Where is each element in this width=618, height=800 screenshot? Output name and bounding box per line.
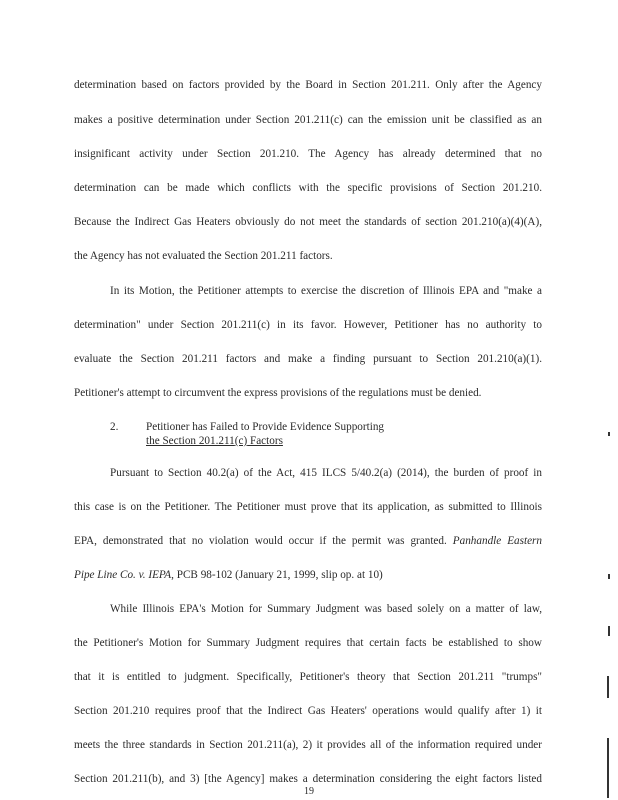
page-number: 19 xyxy=(304,786,314,797)
citation-case-name-part2: Pipe Line Co. v. IEPA xyxy=(74,569,172,581)
paragraph-4-line-3: that it is entitled to judgment. Specifically, Petitioner's theory that Section 201.211 "trumps" xyxy=(74,671,542,683)
heading-line2-underlined: (c) xyxy=(234,435,248,447)
paragraph-1-line-3: insignificant activity under Section 201.210. The Agency has already determined that no xyxy=(74,148,542,160)
paragraph-3-line-4 xyxy=(74,568,542,582)
heading-line2-suffix: Factors xyxy=(247,435,283,447)
section-number: 2. xyxy=(110,421,119,433)
scan-mark xyxy=(608,626,610,636)
citation-case-name-part1: Panhandle Eastern xyxy=(452,535,543,547)
section-heading-line-1: Petitioner has Failed to Provide Evidence Supporting xyxy=(146,421,385,433)
paragraph-3-line-3-text: EPA, demonstrated that no violation would occur if the permit was granted. xyxy=(74,535,447,547)
paragraph-4-line-2: the Petitioner's Motion for Summary Judgment requires that certain facts be established to show xyxy=(74,637,542,649)
paragraph-1-line-1: determination based on factors provided by the Board in Section 201.211. Only after the Agency xyxy=(74,79,542,91)
scan-mark xyxy=(607,676,609,698)
paragraph-2-line-3: evaluate the Section 201.211 factors and make a finding pursuant to Section 201.210(a)(1). xyxy=(74,353,542,365)
paragraph-2-line-2: determination" under Section 201.211(c) in its favor. However, Petitioner has no authority to xyxy=(74,319,542,331)
paragraph-4-line-1: While Illinois EPA's Motion for Summary Judgment was based solely on a matter of law, xyxy=(110,603,542,615)
scan-mark xyxy=(608,432,610,436)
paragraph-1-line-5: Because the Indirect Gas Heaters obviously do not meet the standards of section 201.210(a)(4)(A), xyxy=(74,216,542,228)
citation-rest: , PCB 98-102 (January 21, 1999, slip op. at 10) xyxy=(171,569,383,581)
paragraph-4-line-4: Section 201.210 requires proof that the Indirect Gas Heaters' operations would qualify after 1) it xyxy=(74,705,542,717)
paragraph-3-line-3 xyxy=(74,534,542,548)
scan-mark xyxy=(608,574,610,579)
paragraph-4-line-6: Section 201.211(b), and 3) [the Agency] makes a determination considering the eight factors listed xyxy=(74,773,542,785)
paragraph-3-line-2: this case is on the Petitioner. The Petitioner must prove that its application, as submitted to Illinois xyxy=(74,501,542,513)
paragraph-1-line-4: determination can be made which conflicts with the specific provisions of Section 201.210. xyxy=(74,182,542,194)
paragraph-2-line-4: Petitioner's attempt to circumvent the express provisions of the regulations must be denied. xyxy=(74,387,482,399)
paragraph-1-line-2: makes a positive determination under Section 201.211(c) can the emission unit be classified as an xyxy=(74,114,542,126)
heading-line2-prefix: the Section 201.211 xyxy=(146,435,235,447)
paragraph-3-line-1: Pursuant to Section 40.2(a) of the Act, 415 ILCS 5/40.2(a) (2014), the burden of proof in xyxy=(110,467,542,479)
paragraph-2-line-1: In its Motion, the Petitioner attempts to exercise the discretion of Illinois EPA and "make a xyxy=(110,285,542,297)
paragraph-1-line-6: the Agency has not evaluated the Section 201.211 factors. xyxy=(74,250,333,262)
section-heading-line-2 xyxy=(146,434,283,448)
paragraph-4-line-5: meets the three standards in Section 201.211(a), 2) it provides all of the information required under xyxy=(74,739,542,751)
